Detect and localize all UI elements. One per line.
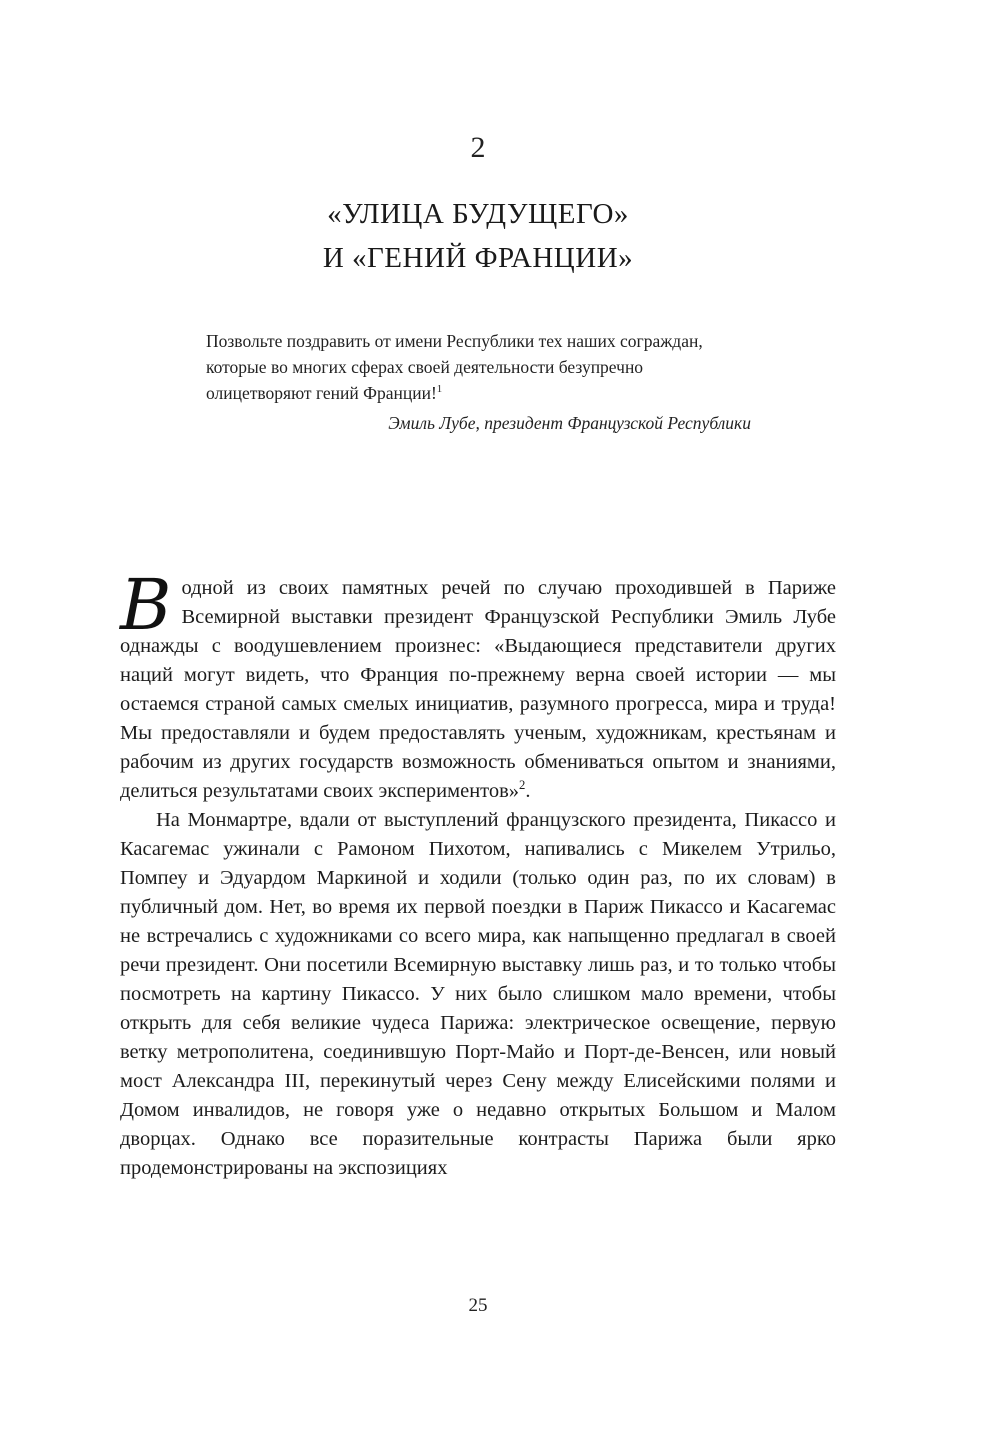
epigraph-text [206,328,751,406]
paragraph-second: На Монмартре, вдали от выступлений французского президента, Пикассо и Касагемас ужинали с Рамоном Пихотом, напивались с Микелем Утрильо, Помпеу и Эдуардом Маркиной и ходили (только один раз, по их словам) в публичный дом. Нет, во время их первой поездки в Париж Пикассо и Касагемас не встречались с художниками со всего мира, как напыщенно предлагал в своей речи президент. Они посетили Всемирную выставку лишь раз, и то только чтобы посмотреть на картину Пикассо. У них было слишком мало времени, чтобы открыть для себя великие чудеса Парижа: электрическое освещение, первую ветку метрополитена, соединившую Порт-Майо и Порт-де-Венсен, или новый мост Александра III, перекинутый через Сену между Елисейскими полями и Домом инвалидов, не говоря уже о недавно открытых Большом и Малом дворцах. Однако все поразительные контрасты Парижа были ярко продемонстрированы на экспозициях [120,809,836,1179]
footnote-reference-1: 1 [436,383,443,396]
body-text [120,564,836,1183]
epigraph-attribution: Эмиль Лубе, президент Французской Республики [388,413,751,433]
page-number: 25 [468,1295,488,1316]
epigraph-quote: Позвольте поздравить от имени Республики тех наших сограждан, которые во многих сферах своей деятельности безупречно олицетворяют гений Франции! [206,331,703,403]
text-column [120,0,836,1183]
drop-cap-letter: В [120,564,172,646]
chapter-number: 2 [470,131,486,164]
chapter-title [120,192,836,280]
paragraph-first [120,564,836,806]
chapter-title-line-1: «УЛИЦА БУДУЩЕГО» [327,198,629,230]
paragraph-first-tail: . [525,780,531,802]
footnote-reference-2: 2 [519,778,526,793]
epigraph [206,328,751,436]
chapter-title-line-2: И «ГЕНИЙ ФРАНЦИИ» [322,242,634,274]
paragraph-first-text: одной из своих памятных речей по случаю проходившей в Париже Всемирной выставки президент Французской Республики Эмиль Лубе однажды с воодушевлением произнес: «Выдающиеся представители других наций могут видеть, что Франция по-прежнему верна своей истории — мы остаемся страной самых смелых инициатив, разумного прогресса, мира и труда! Мы предоставляли и будем предоставлять ученым, художникам, крестьянам и рабочим из других государств возможность обмениваться опытом и знаниями, делиться результатами своих экспериментов» [120,577,836,802]
